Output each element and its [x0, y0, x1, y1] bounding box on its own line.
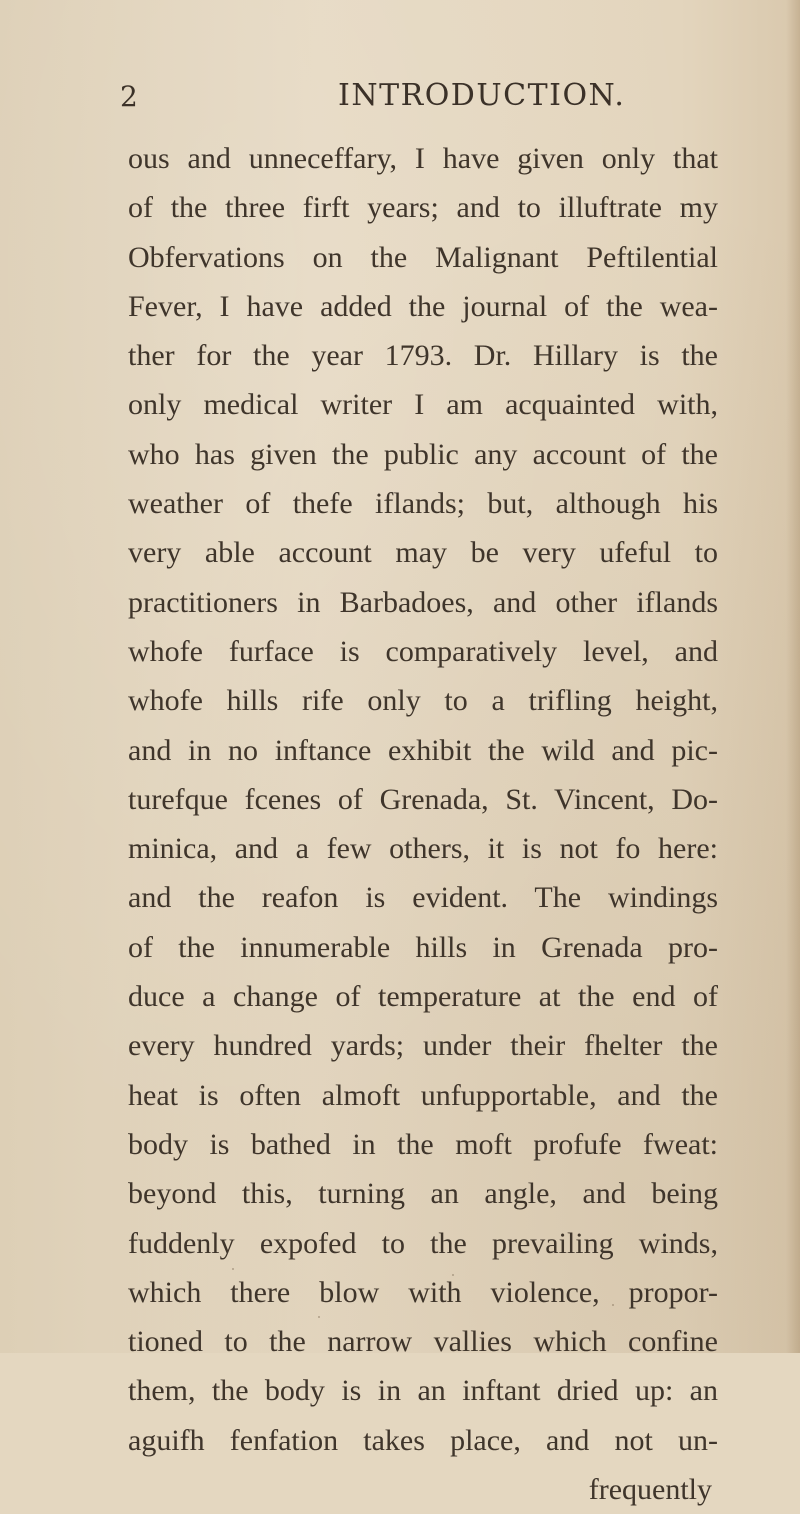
text-line: and in no inftance exhibit the wild and pic- — [128, 733, 718, 767]
body-text — [128, 134, 718, 1514]
text-line: which there blow with violence, propor- — [128, 1275, 718, 1309]
page-header — [120, 78, 720, 128]
text-line: and the reafon is evident. The windings — [128, 881, 718, 915]
catchword: frequently — [588, 1473, 712, 1507]
paper-speck — [232, 1268, 234, 1270]
text-line: who has given the public any account of the — [128, 437, 718, 471]
text-line: Obfervations on the Malignant Peftilential — [128, 240, 718, 274]
text-line: only medical writer I am acquainted with, — [128, 388, 718, 422]
text-line: ous and unneceffary, I have given only that — [128, 142, 718, 175]
text-line: minica, and a few others, it is not fo here: — [128, 832, 718, 866]
text-line: duce a change of temperature at the end of — [128, 980, 718, 1014]
paper-speck — [318, 1316, 320, 1318]
text-line: them, the body is in an inftant dried up: an — [128, 1374, 718, 1408]
text-line: body is bathed in the moft profufe fweat: — [128, 1127, 718, 1161]
text-line: aguifh fenfation takes place, and not un- — [128, 1423, 718, 1457]
text-line: whofe hills rife only to a trifling height, — [128, 684, 718, 718]
paper-speck — [612, 1304, 614, 1306]
text-line: tioned to the narrow vallies which confine — [128, 1325, 718, 1359]
text-line: of the three firft years; and to illuftrate my — [128, 191, 718, 225]
page-number: 2 — [120, 80, 139, 113]
text-line: heat is often almoft unfupportable, and the — [128, 1078, 718, 1112]
text-line: weather of thefe iflands; but, although his — [128, 487, 718, 521]
text-line: practitioners in Barbadoes, and other iflands — [128, 585, 718, 619]
text-line: turefque fcenes of Grenada, St. Vincent, Do- — [128, 782, 718, 816]
text-line: every hundred yards; under their fhelter the — [128, 1029, 718, 1063]
text-line: beyond this, turning an angle, and being — [128, 1177, 718, 1211]
text-line: very able account may be very ufeful to — [128, 536, 718, 570]
text-line: whofe furface is comparatively level, and — [128, 634, 718, 668]
text-line: ther for the year 1793. Dr. Hillary is the — [128, 339, 718, 373]
paper-speck — [452, 1274, 454, 1276]
page-edge-shadow — [786, 0, 800, 1353]
running-head: INTRODUCTION. — [338, 78, 626, 113]
text-line: of the innumerable hills in Grenada pro- — [128, 930, 718, 964]
text-line: Fever, I have added the journal of the wea- — [128, 289, 718, 323]
text-line: fuddenly expofed to the prevailing winds, — [128, 1226, 718, 1260]
